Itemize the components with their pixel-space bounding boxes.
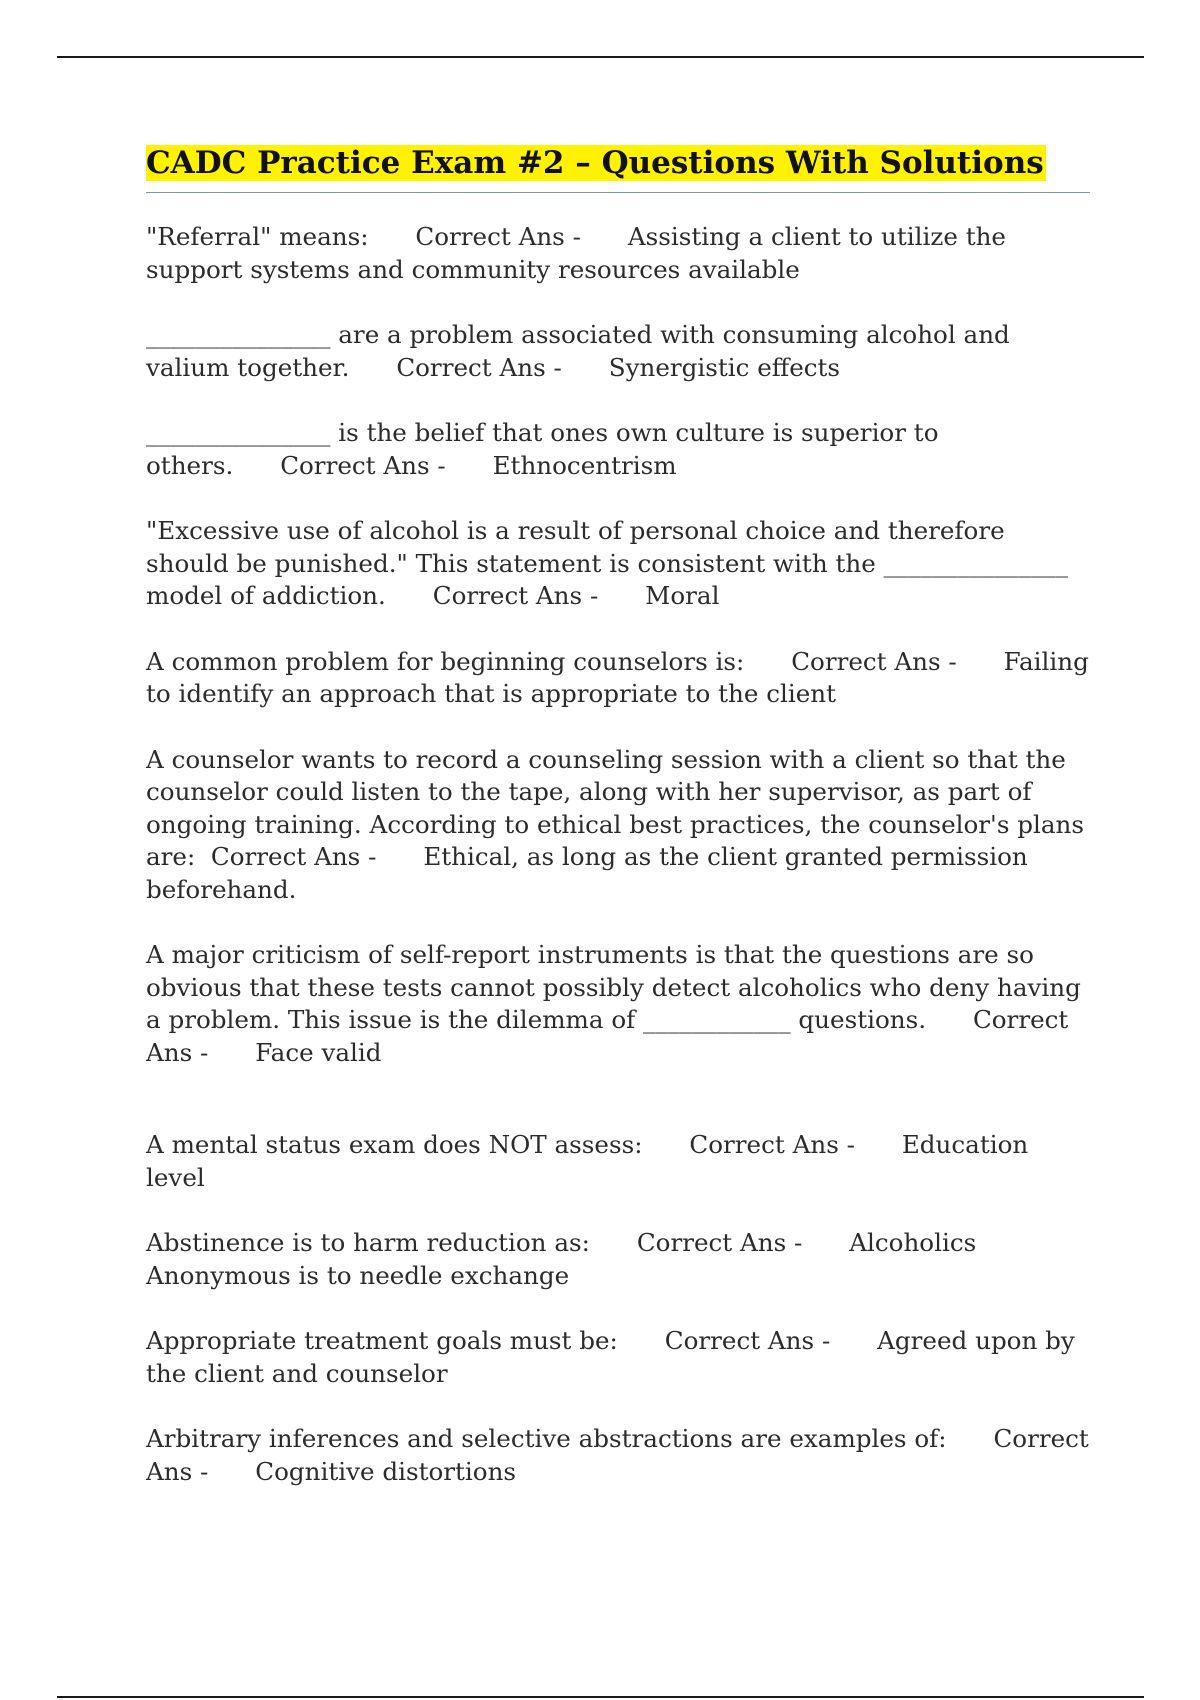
answer-marker: Correct Ans - bbox=[146, 1005, 1077, 1067]
question-text: Abstinence is to harm reduction as: bbox=[146, 1228, 590, 1257]
answer-text: Ethnocentrism bbox=[492, 450, 677, 480]
answer-text: Cognitive distortions bbox=[255, 1456, 517, 1486]
answer-text: Face valid bbox=[255, 1037, 382, 1067]
question-text: _______________ is the belief that ones own culture is superior to others. bbox=[146, 418, 947, 480]
qa-item-self-report bbox=[146, 939, 1090, 1069]
answer-marker: Correct Ans - bbox=[210, 842, 377, 871]
question-text: _______________ are a problem associated with consuming alcohol and valium together. bbox=[146, 320, 1018, 382]
answer-marker: Correct Ans - bbox=[415, 222, 581, 251]
top-rule bbox=[57, 56, 1144, 58]
answer-marker: Correct Ans - bbox=[689, 1130, 855, 1159]
answer-marker: Correct Ans - bbox=[280, 450, 446, 480]
answer-text: Synergistic effects bbox=[608, 352, 841, 382]
question-text: A major criticism of self-report instruments is that the questions are so obvious that these tests cannot possibly detect alcoholics who deny having a problem. This issue is the dilemma of ____________ questions. bbox=[146, 940, 1089, 1034]
answer-marker: Correct Ans - bbox=[396, 352, 562, 382]
question-text: "Excessive use of alcohol is a result of personal choice and therefore should be punished." This statement is consistent with the _______________ model of addiction. bbox=[146, 516, 1076, 610]
document-body bbox=[146, 143, 1097, 1521]
answer-text: Moral bbox=[645, 581, 720, 610]
question-text: A common problem for beginning counselors is: bbox=[146, 646, 745, 676]
question-text: A mental status exam does NOT assess: bbox=[146, 1130, 643, 1159]
document-title: CADC Practice Exam #2 – Questions With Solutions bbox=[146, 145, 1044, 181]
question-text: "Referral" means: bbox=[146, 222, 369, 251]
answer-text: Education level bbox=[146, 1130, 1037, 1192]
qa-item-recording-session bbox=[146, 744, 1090, 907]
title-block bbox=[146, 143, 1090, 193]
qa-item-cognitive-distortions bbox=[146, 1423, 1097, 1488]
qa-item-referral bbox=[146, 221, 1090, 286]
answer-text: Agreed upon by the client and counselor bbox=[146, 1326, 1083, 1388]
answer-text: Ethical, as long as the client granted permission beforehand. bbox=[146, 842, 1036, 904]
answer-text: Alcoholics Anonymous is to needle exchange bbox=[146, 1228, 985, 1290]
answer-marker: Correct Ans - bbox=[146, 1424, 1097, 1486]
answer-marker: Correct Ans - bbox=[432, 581, 599, 610]
qa-item-mental-status bbox=[146, 1129, 1090, 1194]
qa-item-moral-model bbox=[146, 515, 1090, 613]
answer-text: Assisting a client to utilize the support systems and community resources available bbox=[146, 222, 1014, 284]
qa-item-harm-reduction bbox=[146, 1227, 1090, 1292]
answer-marker: Correct Ans - bbox=[636, 1228, 803, 1257]
qa-item-treatment-goals bbox=[146, 1325, 1090, 1390]
question-text: A counselor wants to record a counseling session with a client so that the counselor could listen to the tape, along with her supervisor, as part of ongoing training. According to ethical best practices, the counselor's plans are: bbox=[146, 744, 1092, 871]
answer-marker: Correct Ans - bbox=[791, 646, 957, 676]
answer-text: Failing to identify an approach that is appropriate to the client bbox=[146, 646, 1097, 708]
question-text: Appropriate treatment goals must be: bbox=[146, 1326, 618, 1355]
qa-item-beginning-counselors bbox=[146, 646, 1097, 711]
bottom-rule bbox=[57, 1696, 1144, 1698]
qa-item-synergistic bbox=[146, 319, 1090, 384]
question-text: Arbitrary inferences and selective abstractions are examples of: bbox=[146, 1424, 947, 1453]
qa-item-ethnocentrism bbox=[146, 417, 1090, 482]
answer-marker: Correct Ans - bbox=[664, 1326, 831, 1355]
